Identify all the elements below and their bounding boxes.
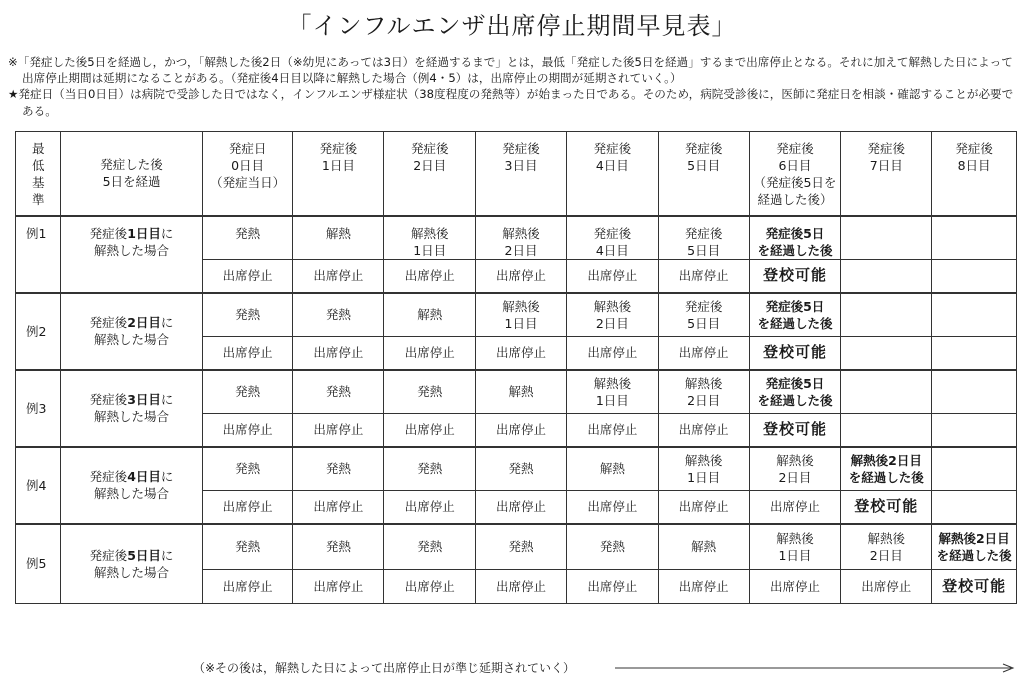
day-header-1: 発症後 1日目 — [293, 132, 384, 216]
status-cell — [932, 414, 1017, 447]
fever-cell: 解熱後2日目 を経過した後 — [932, 524, 1017, 570]
fever-cell: 解熱 — [658, 524, 749, 570]
example-label: 例5 — [16, 524, 61, 604]
fever-cell: 解熱後 1日目 — [384, 216, 476, 260]
status-cell: 出席停止 — [293, 570, 384, 604]
fever-cell: 発熱 — [384, 370, 476, 414]
fever-cell: 解熱後 1日目 — [476, 293, 567, 337]
note-onset-day: ★発症日（当日0日目）は病院で受診した日ではなく，インフルエンザ様症状（38度程度の発熱等）が始まった日である。そのため，病院受診後に，医師に発症日を相談・確認することが必要である。 — [8, 87, 1014, 118]
fever-cell: 発症後5日 を経過した後 — [749, 370, 841, 414]
fever-cell: 解熱後 2日目 — [476, 216, 567, 260]
fever-cell: 発熱 — [202, 447, 293, 491]
fever-cell: 発熱 — [202, 370, 293, 414]
fever-cell: 解熱 — [566, 447, 658, 491]
status-cell: 出席停止 — [476, 491, 567, 524]
fever-cell — [932, 370, 1017, 414]
example-description-part: に — [160, 315, 174, 330]
example-description-part: 3日目 — [127, 392, 161, 407]
fever-cell: 発症後5日 を経過した後 — [749, 216, 841, 260]
example-description-part: 5日目 — [127, 547, 161, 563]
status-cell: 出席停止 — [384, 570, 476, 604]
fever-cell — [932, 293, 1017, 337]
header-row — [16, 132, 1017, 216]
status-cell: 出席停止 — [476, 570, 567, 604]
fever-cell: 発熱 — [202, 293, 293, 337]
attendance-ok-cell: 登校可能 — [749, 260, 841, 293]
status-cell — [841, 260, 932, 293]
status-cell: 出席停止 — [841, 570, 932, 604]
day-header-6: 発症後 6日目 （発症後5日を 経過した後） — [749, 132, 841, 216]
example-fever-row — [16, 293, 1017, 337]
status-cell: 出席停止 — [384, 491, 476, 524]
fever-cell: 発熱 — [476, 447, 567, 491]
day-header-4: 発症後 4日目 — [566, 132, 658, 216]
status-cell: 出席停止 — [293, 414, 384, 447]
example-fever-row — [16, 447, 1017, 491]
fever-cell — [841, 216, 932, 260]
status-cell: 出席停止 — [384, 337, 476, 370]
example-description-part: に — [160, 392, 174, 407]
status-cell: 出席停止 — [566, 260, 658, 293]
day-header-8: 発症後 8日目 — [932, 132, 1017, 216]
status-cell: 出席停止 — [202, 491, 293, 524]
status-cell: 出席停止 — [293, 260, 384, 293]
fever-cell: 解熱後 1日目 — [658, 447, 749, 491]
status-cell: 出席停止 — [658, 570, 749, 604]
fever-cell: 発熱 — [293, 293, 384, 337]
status-cell: 出席停止 — [202, 260, 293, 293]
example-description — [61, 524, 202, 604]
example-fever-row — [16, 216, 1017, 260]
note-period: ※「発症した後5日を経過し，かつ，「解熱した後2日（※幼児にあっては3日）を経過するまで」とは，最低「発症した後5日を経過」するまで出席停止となる。それに加えて解熱した日によって出席停止期間は延期になることがある。（発症後4日目以降に解熱した場合（例4・5）は，出席停止の期間が延期されていく。） — [8, 55, 1013, 86]
fever-cell: 解熱後 2日目 — [749, 447, 841, 491]
example-description-part: に — [160, 469, 174, 484]
status-cell: 出席停止 — [202, 570, 293, 604]
attendance-ok-cell: 登校可能 — [749, 414, 841, 447]
fever-cell: 発熱 — [202, 216, 293, 260]
status-cell — [932, 491, 1017, 524]
fever-cell: 発症後5日 を経過した後 — [749, 293, 841, 337]
status-cell: 出席停止 — [658, 491, 749, 524]
status-cell: 出席停止 — [566, 337, 658, 370]
example-label: 例3 — [16, 370, 61, 447]
fever-cell: 発熱 — [476, 524, 567, 570]
fever-cell: 発熱 — [384, 524, 476, 570]
fever-cell: 解熱後 1日目 — [566, 370, 658, 414]
status-cell: 出席停止 — [476, 414, 567, 447]
example-description-part: に — [160, 225, 174, 241]
fever-cell — [932, 447, 1017, 491]
example-label: 例1 — [16, 216, 61, 293]
fever-cell: 解熱後 2日目 — [658, 370, 749, 414]
attendance-ok-cell: 登校可能 — [749, 337, 841, 370]
fever-cell — [932, 216, 1017, 260]
fever-cell: 発熱 — [384, 447, 476, 491]
status-cell: 出席停止 — [749, 570, 841, 604]
fever-cell: 発熱 — [566, 524, 658, 570]
fever-cell: 解熱後 1日目 — [749, 524, 841, 570]
example-description-part: 発症後 — [89, 469, 128, 484]
footer-note: （※その後は，解熱した日によって出席停止日が準じ延期されていく） — [193, 661, 576, 675]
status-cell: 出席停止 — [476, 260, 567, 293]
status-cell: 出席停止 — [384, 260, 476, 293]
status-cell: 出席停止 — [749, 491, 841, 524]
fever-cell: 発熱 — [293, 524, 384, 570]
example-fever-row — [16, 524, 1017, 570]
status-cell: 出席停止 — [293, 491, 384, 524]
example-description — [61, 447, 202, 524]
status-cell: 出席停止 — [566, 414, 658, 447]
fever-cell: 発症後 4日目 — [566, 216, 658, 260]
fever-cell: 解熱 — [476, 370, 567, 414]
fever-cell: 発症後 5日目 — [658, 293, 749, 337]
fever-cell: 解熱後 2日目 — [841, 524, 932, 570]
example-description-part: 2日目 — [127, 315, 161, 330]
page-title: 「インフルエンザ出席停止期間早見表」 — [287, 12, 737, 40]
fever-cell: 解熱後 2日目 — [566, 293, 658, 337]
example-description-part: 解熱した場合 — [94, 486, 170, 501]
example-description — [61, 216, 202, 293]
example-description-part: 解熱した場合 — [94, 409, 170, 424]
day-header-0: 発症日 0日目 （発症当日） — [202, 132, 293, 216]
status-cell: 出席停止 — [202, 337, 293, 370]
example-label: 例4 — [16, 447, 61, 524]
example-description-part: 発症後 — [89, 547, 128, 563]
fever-cell: 解熱 — [293, 216, 384, 260]
fever-cell: 発熱 — [293, 447, 384, 491]
day-header-7: 発症後 7日目 — [841, 132, 932, 216]
status-cell: 出席停止 — [566, 491, 658, 524]
fever-cell: 発熱 — [202, 524, 293, 570]
status-cell: 出席停止 — [658, 260, 749, 293]
fever-cell — [841, 293, 932, 337]
status-cell: 出席停止 — [658, 337, 749, 370]
status-cell — [932, 337, 1017, 370]
fever-cell: 解熱後2日目 を経過した後 — [841, 447, 932, 491]
status-cell: 出席停止 — [384, 414, 476, 447]
status-cell: 出席停止 — [202, 414, 293, 447]
status-cell — [841, 337, 932, 370]
example-description — [61, 370, 202, 447]
example-label: 例2 — [16, 293, 61, 370]
criterion-header: 最 低 基 準 — [16, 132, 61, 216]
status-cell — [841, 414, 932, 447]
example-description-part: 4日目 — [127, 469, 161, 484]
example-description — [61, 293, 202, 370]
right-arrow-icon — [615, 663, 1015, 673]
day-header-3: 発症後 3日目 — [476, 132, 567, 216]
day-header-2: 発症後 2日目 — [384, 132, 476, 216]
status-cell: 出席停止 — [293, 337, 384, 370]
fever-cell — [841, 370, 932, 414]
suspension-table — [15, 131, 1017, 604]
notes — [8, 54, 1018, 119]
fever-cell: 発症後 5日目 — [658, 216, 749, 260]
example-description-part: 発症後 — [89, 392, 128, 407]
example-description-part: 解熱した場合 — [94, 564, 170, 580]
fever-cell: 解熱 — [384, 293, 476, 337]
fever-cell: 発熱 — [293, 370, 384, 414]
attendance-ok-cell: 登校可能 — [932, 570, 1017, 604]
example-description-part: 発症後 — [89, 315, 128, 330]
criterion-desc-header: 発症した後 5日を経過 — [61, 132, 202, 216]
day-header-5: 発症後 5日目 — [658, 132, 749, 216]
example-description-part: に — [160, 547, 174, 563]
status-cell — [932, 260, 1017, 293]
example-rows — [16, 216, 1017, 604]
example-description-part: 解熱した場合 — [94, 332, 170, 347]
status-cell: 出席停止 — [658, 414, 749, 447]
example-fever-row — [16, 370, 1017, 414]
example-description-part: 解熱した場合 — [94, 242, 170, 258]
example-description-part: 発症後 — [89, 225, 128, 241]
status-cell: 出席停止 — [476, 337, 567, 370]
example-description-part: 1日目 — [127, 225, 161, 241]
attendance-ok-cell: 登校可能 — [841, 491, 932, 524]
status-cell: 出席停止 — [566, 570, 658, 604]
